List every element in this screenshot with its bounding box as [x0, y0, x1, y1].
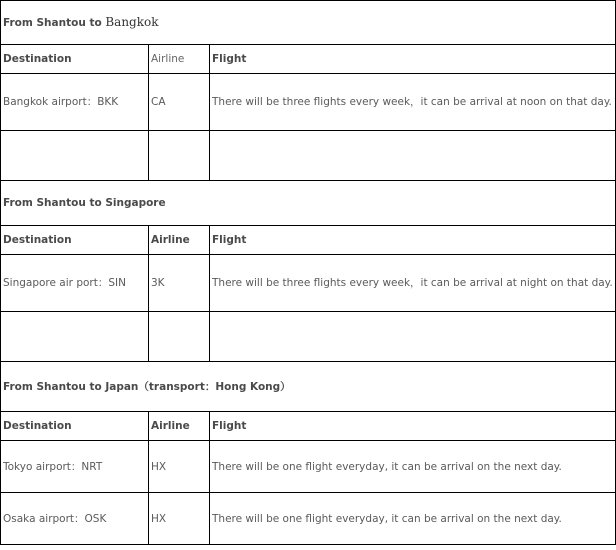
cell-flight: There will be one flight everyday, it can be arrival on the next day. [210, 441, 616, 493]
header-row [1, 226, 616, 255]
section-title-row [1, 181, 616, 226]
table-row [1, 441, 616, 493]
cell-destination: Bangkok airport：BKK [1, 74, 149, 131]
header-destination: Destination [1, 226, 149, 255]
table-row-empty [1, 312, 616, 362]
table-row [1, 74, 616, 131]
header-destination: Destination [1, 412, 149, 441]
table-row [1, 255, 616, 312]
section-title-bangkok [1, 1, 616, 45]
table-row-empty [1, 131, 616, 181]
header-flight: Flight [210, 45, 616, 74]
section-title-destination: Bangkok [105, 15, 159, 29]
cell-destination: Tokyo airport：NRT [1, 441, 149, 493]
header-destination: Destination [1, 45, 149, 74]
cell-flight: There will be one flight everyday, it can be arrival on the next day. [210, 493, 616, 545]
cell-destination [1, 131, 149, 181]
cell-destination: Singapore air port：SIN [1, 255, 149, 312]
cell-airline: HX [149, 441, 210, 493]
section-title-prefix: From Shantou to [3, 17, 106, 29]
cell-flight: There will be three flights every week，it can be arrival at noon on that day. [210, 74, 616, 131]
cell-airline: 3K [149, 255, 210, 312]
section-title-japan: From Shantou to Japan（transport：Hong Kong） [1, 362, 616, 412]
cell-flight: There will be three flights every week，it can be arrival at night on that day. [210, 255, 616, 312]
section-title-row [1, 362, 616, 412]
cell-airline [149, 312, 210, 362]
header-flight: Flight [210, 226, 616, 255]
header-flight: Flight [210, 412, 616, 441]
cell-airline: CA [149, 74, 210, 131]
cell-flight [210, 131, 616, 181]
cell-airline [149, 131, 210, 181]
section-title-row [1, 1, 616, 45]
section-title-singapore: From Shantou to Singapore [1, 181, 616, 226]
header-airline: Airline [149, 412, 210, 441]
cell-destination [1, 312, 149, 362]
header-airline: Airline [149, 45, 210, 74]
cell-airline: HX [149, 493, 210, 545]
header-row [1, 45, 616, 74]
table-row [1, 493, 616, 545]
header-airline: Airline [149, 226, 210, 255]
cell-destination: Osaka airport：OSK [1, 493, 149, 545]
cell-flight [210, 312, 616, 362]
header-row [1, 412, 616, 441]
